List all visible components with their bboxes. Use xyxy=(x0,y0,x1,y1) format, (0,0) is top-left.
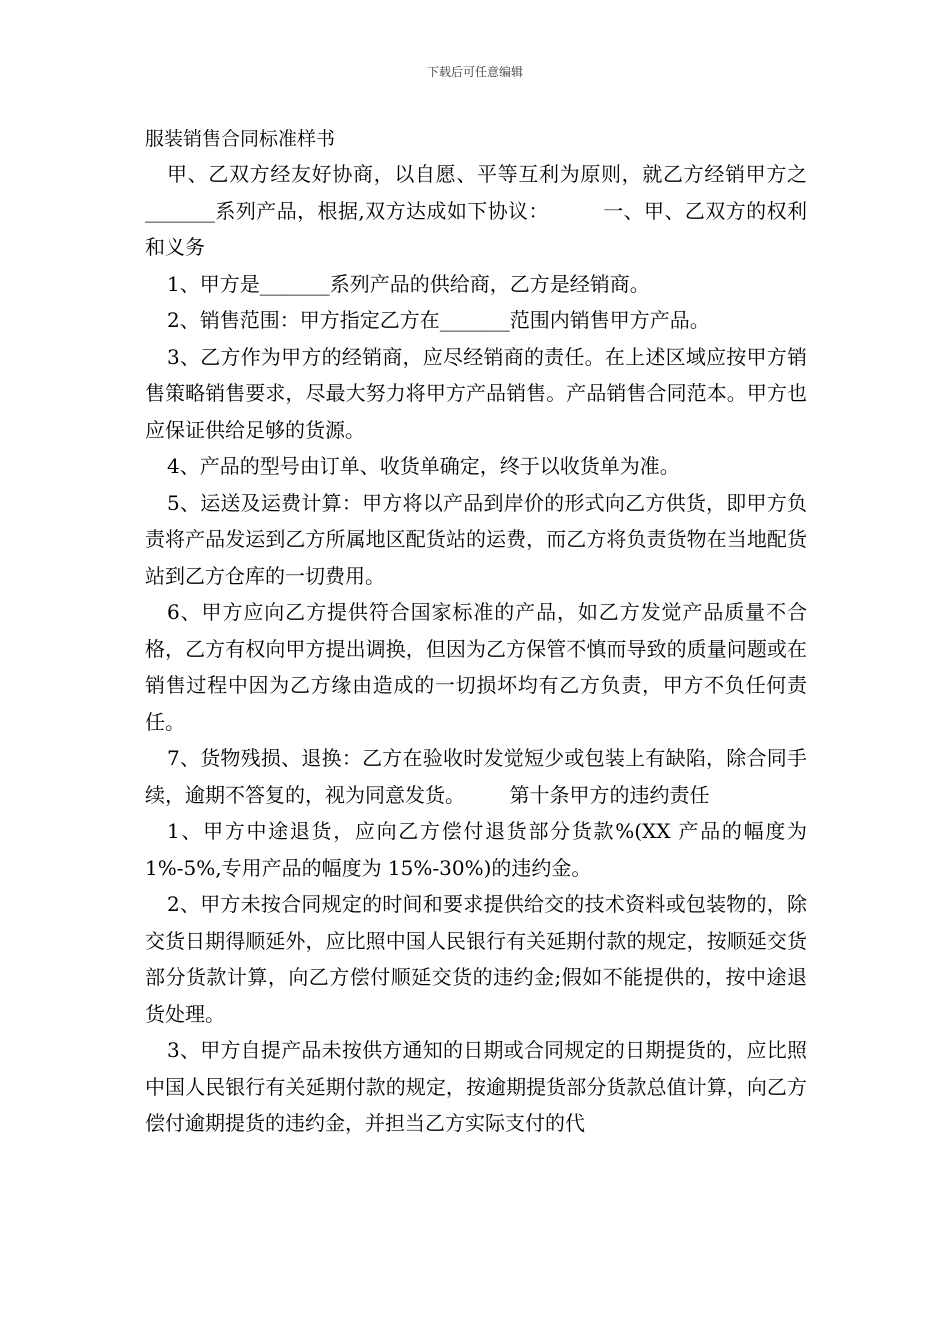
paragraph-clause-7: 7、货物残损、退换：乙方在验收时发觉短少或包装上有缺陷，除合同手续，逾期不答复的，视为同意发货。 第十条甲方的违约责任 xyxy=(145,746,807,807)
paragraph-clause-2: 2、销售范围：甲方指定乙方在_______范围内销售甲方产品。 xyxy=(167,308,710,332)
document-body xyxy=(145,156,814,1142)
paragraph-clause-5: 5、运送及运费计算：甲方将以产品到岸价的形式向乙方供货，即甲方负责将产品发运到乙方所属地区配货站的运费，而乙方将负责货物在当地配货站到乙方仓库的一切费用。 xyxy=(145,490,807,588)
paragraph-clause-1: 1、甲方是_______系列产品的供给商，乙方是经销商。 xyxy=(167,271,650,296)
paragraph-clause-4: 4、产品的型号由订单、收货单确定，终于以收货单为准。 xyxy=(167,454,680,478)
paragraph-breach-1: 1、甲方中途退货，应向乙方偿付退货部分货款%(XX 产品的幅度为 1%-5%,专用产品的幅度为 15%-30%)的违约金。 xyxy=(145,819,814,880)
paragraph-clause-6: 6、甲方应向乙方提供符合国家标准的产品，如乙方发觉产品质量不合格，乙方有权向甲方提出调换，但因为乙方保管不慎而导致的质量问题或在销售过程中因为乙方缘由造成的一切损坏均有乙方负责，甲方不负任何责任。 xyxy=(145,600,807,734)
paragraph-intro: 甲、乙双方经友好协商，以自愿、平等互利为原则，就乙方经销甲方之_______系列产品，根据,双方达成如下协议： 一、甲、乙双方的权利和义务 xyxy=(145,162,807,259)
paragraph-clause-3: 3、乙方作为甲方的经销商，应尽经销商的责任。在上述区域应按甲方销售策略销售要求，尽最大努力将甲方产品销售。产品销售合同范本。甲方也应保证供给足够的货源。 xyxy=(145,344,807,442)
paragraph-breach-3: 3、甲方自提产品未按供方通知的日期或合同规定的日期提货的，应比照中国人民银行有关延期付款的规定，按逾期提货部分货款总值计算，向乙方偿付逾期提货的违约金，并担当乙方实际支付的代 xyxy=(145,1038,807,1135)
page-header-note: 下载后可任意编辑 xyxy=(426,65,523,79)
paragraph-breach-2: 2、甲方未按合同规定的时间和要求提供给交的技术资料或包装物的，除交货日期得顺延外，应比照中国人民银行有关延期付款的规定，按顺延交货部分货款计算，向乙方偿付顺延交货的违约金;假如不能提供的，按中途退货处理。 xyxy=(145,892,807,1026)
document-title: 服装销售合同标准样书 xyxy=(145,128,336,150)
